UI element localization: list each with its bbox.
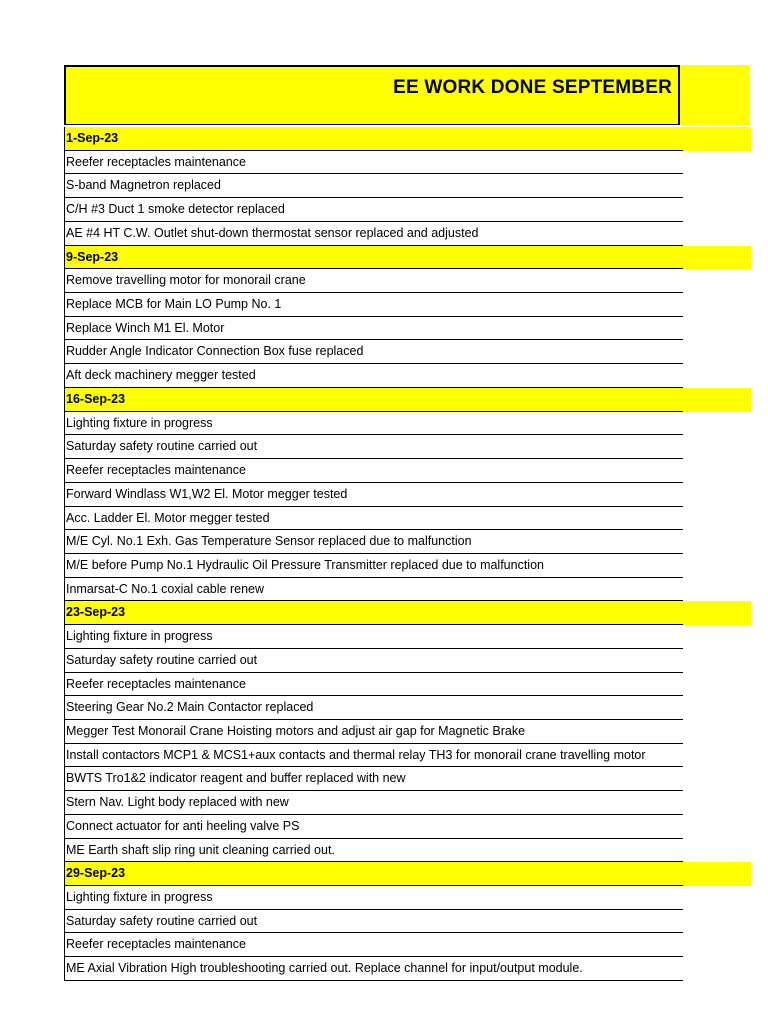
task-cell[interactable]: M/E Cyl. No.1 Exh. Gas Temperature Sensor replaced due to malfunction [65,530,683,554]
task-row [64,744,750,768]
task-row [64,886,750,910]
sheet-title: EE WORK DONE SEPTEMBER [393,77,672,98]
task-row [64,340,750,364]
task-cell[interactable]: Reefer receptacles maintenance [65,673,683,697]
date-header-row [64,127,750,151]
task-cell[interactable]: Stern Nav. Light body replaced with new [65,791,683,815]
task-row [64,910,750,934]
task-cell[interactable]: Reefer receptacles maintenance [65,933,683,957]
task-row [64,815,750,839]
task-cell[interactable]: Aft deck machinery megger tested [65,364,683,388]
task-cell[interactable]: Saturday safety routine carried out [65,435,683,459]
task-row [64,293,750,317]
task-cell[interactable]: Saturday safety routine carried out [65,649,683,673]
task-row [64,412,750,436]
task-cell[interactable]: ME Earth shaft slip ring unit cleaning carried out. [65,839,683,863]
task-row [64,696,750,720]
task-cell[interactable]: Replace MCB for Main LO Pump No. 1 [65,293,683,317]
task-cell[interactable]: Inmarsat-C No.1 coxial cable renew [65,578,683,602]
date-header-row [64,246,750,270]
task-row [64,933,750,957]
task-row [64,459,750,483]
task-cell[interactable]: Forward Windlass W1,W2 El. Motor megger tested [65,483,683,507]
task-row [64,364,750,388]
date-cell[interactable]: 29-Sep-23 [65,862,683,886]
task-cell[interactable]: Lighting fixture in progress [65,886,683,910]
task-row [64,791,750,815]
task-row [64,174,750,198]
task-row [64,554,750,578]
task-row [64,198,750,222]
task-row [64,269,750,293]
title-row [64,65,750,127]
title-highlight-extension [680,65,750,125]
task-cell[interactable]: AE #4 HT C.W. Outlet shut-down thermostat sensor replaced and adjusted [65,222,683,246]
task-row [64,720,750,744]
task-cell[interactable]: Remove travelling motor for monorail crane [65,269,683,293]
date-header-row [64,388,750,412]
task-row [64,649,750,673]
task-row [64,578,750,602]
date-header-row [64,601,750,625]
date-cell[interactable]: 23-Sep-23 [65,601,683,625]
date-header-row [64,862,750,886]
task-cell[interactable]: S-band Magnetron replaced [65,174,683,198]
task-cell[interactable]: Lighting fixture in progress [65,625,683,649]
task-row [64,483,750,507]
task-row [64,435,750,459]
task-cell[interactable]: ME Axial Vibration High troubleshooting carried out. Replace channel for input/output module. [65,957,683,981]
task-cell[interactable]: C/H #3 Duct 1 smoke detector replaced [65,198,683,222]
task-row [64,957,750,981]
task-cell[interactable]: BWTS Tro1&2 indicator reagent and buffer replaced with new [65,767,683,791]
task-cell[interactable]: Install contactors MCP1 & MCS1+aux contacts and thermal relay TH3 for monorail crane travelling motor [65,744,683,768]
task-row [64,151,750,175]
task-row [64,767,750,791]
task-row [64,673,750,697]
task-cell[interactable]: Reefer receptacles maintenance [65,459,683,483]
date-cell[interactable]: 9-Sep-23 [65,246,683,270]
task-cell[interactable]: Lighting fixture in progress [65,412,683,436]
work-log-rows [64,127,750,981]
task-cell[interactable]: M/E before Pump No.1 Hydraulic Oil Pressure Transmitter replaced due to malfunction [65,554,683,578]
task-cell[interactable]: Saturday safety routine carried out [65,910,683,934]
task-row [64,839,750,863]
task-row [64,317,750,341]
task-row [64,625,750,649]
task-row [64,222,750,246]
work-log-sheet [64,65,750,981]
task-row [64,507,750,531]
date-cell[interactable]: 1-Sep-23 [65,127,683,151]
date-cell[interactable]: 16-Sep-23 [65,388,683,412]
task-cell[interactable]: Rudder Angle Indicator Connection Box fuse replaced [65,340,683,364]
task-cell[interactable]: Acc. Ladder El. Motor megger tested [65,507,683,531]
task-cell[interactable]: Connect actuator for anti heeling valve PS [65,815,683,839]
task-row [64,530,750,554]
task-cell[interactable]: Megger Test Monorail Crane Hoisting motors and adjust air gap for Magnetic Brake [65,720,683,744]
task-cell[interactable]: Replace Winch M1 El. Motor [65,317,683,341]
title-cell[interactable] [64,65,680,125]
task-cell[interactable]: Steering Gear No.2 Main Contactor replaced [65,696,683,720]
task-cell[interactable]: Reefer receptacles maintenance [65,151,683,175]
